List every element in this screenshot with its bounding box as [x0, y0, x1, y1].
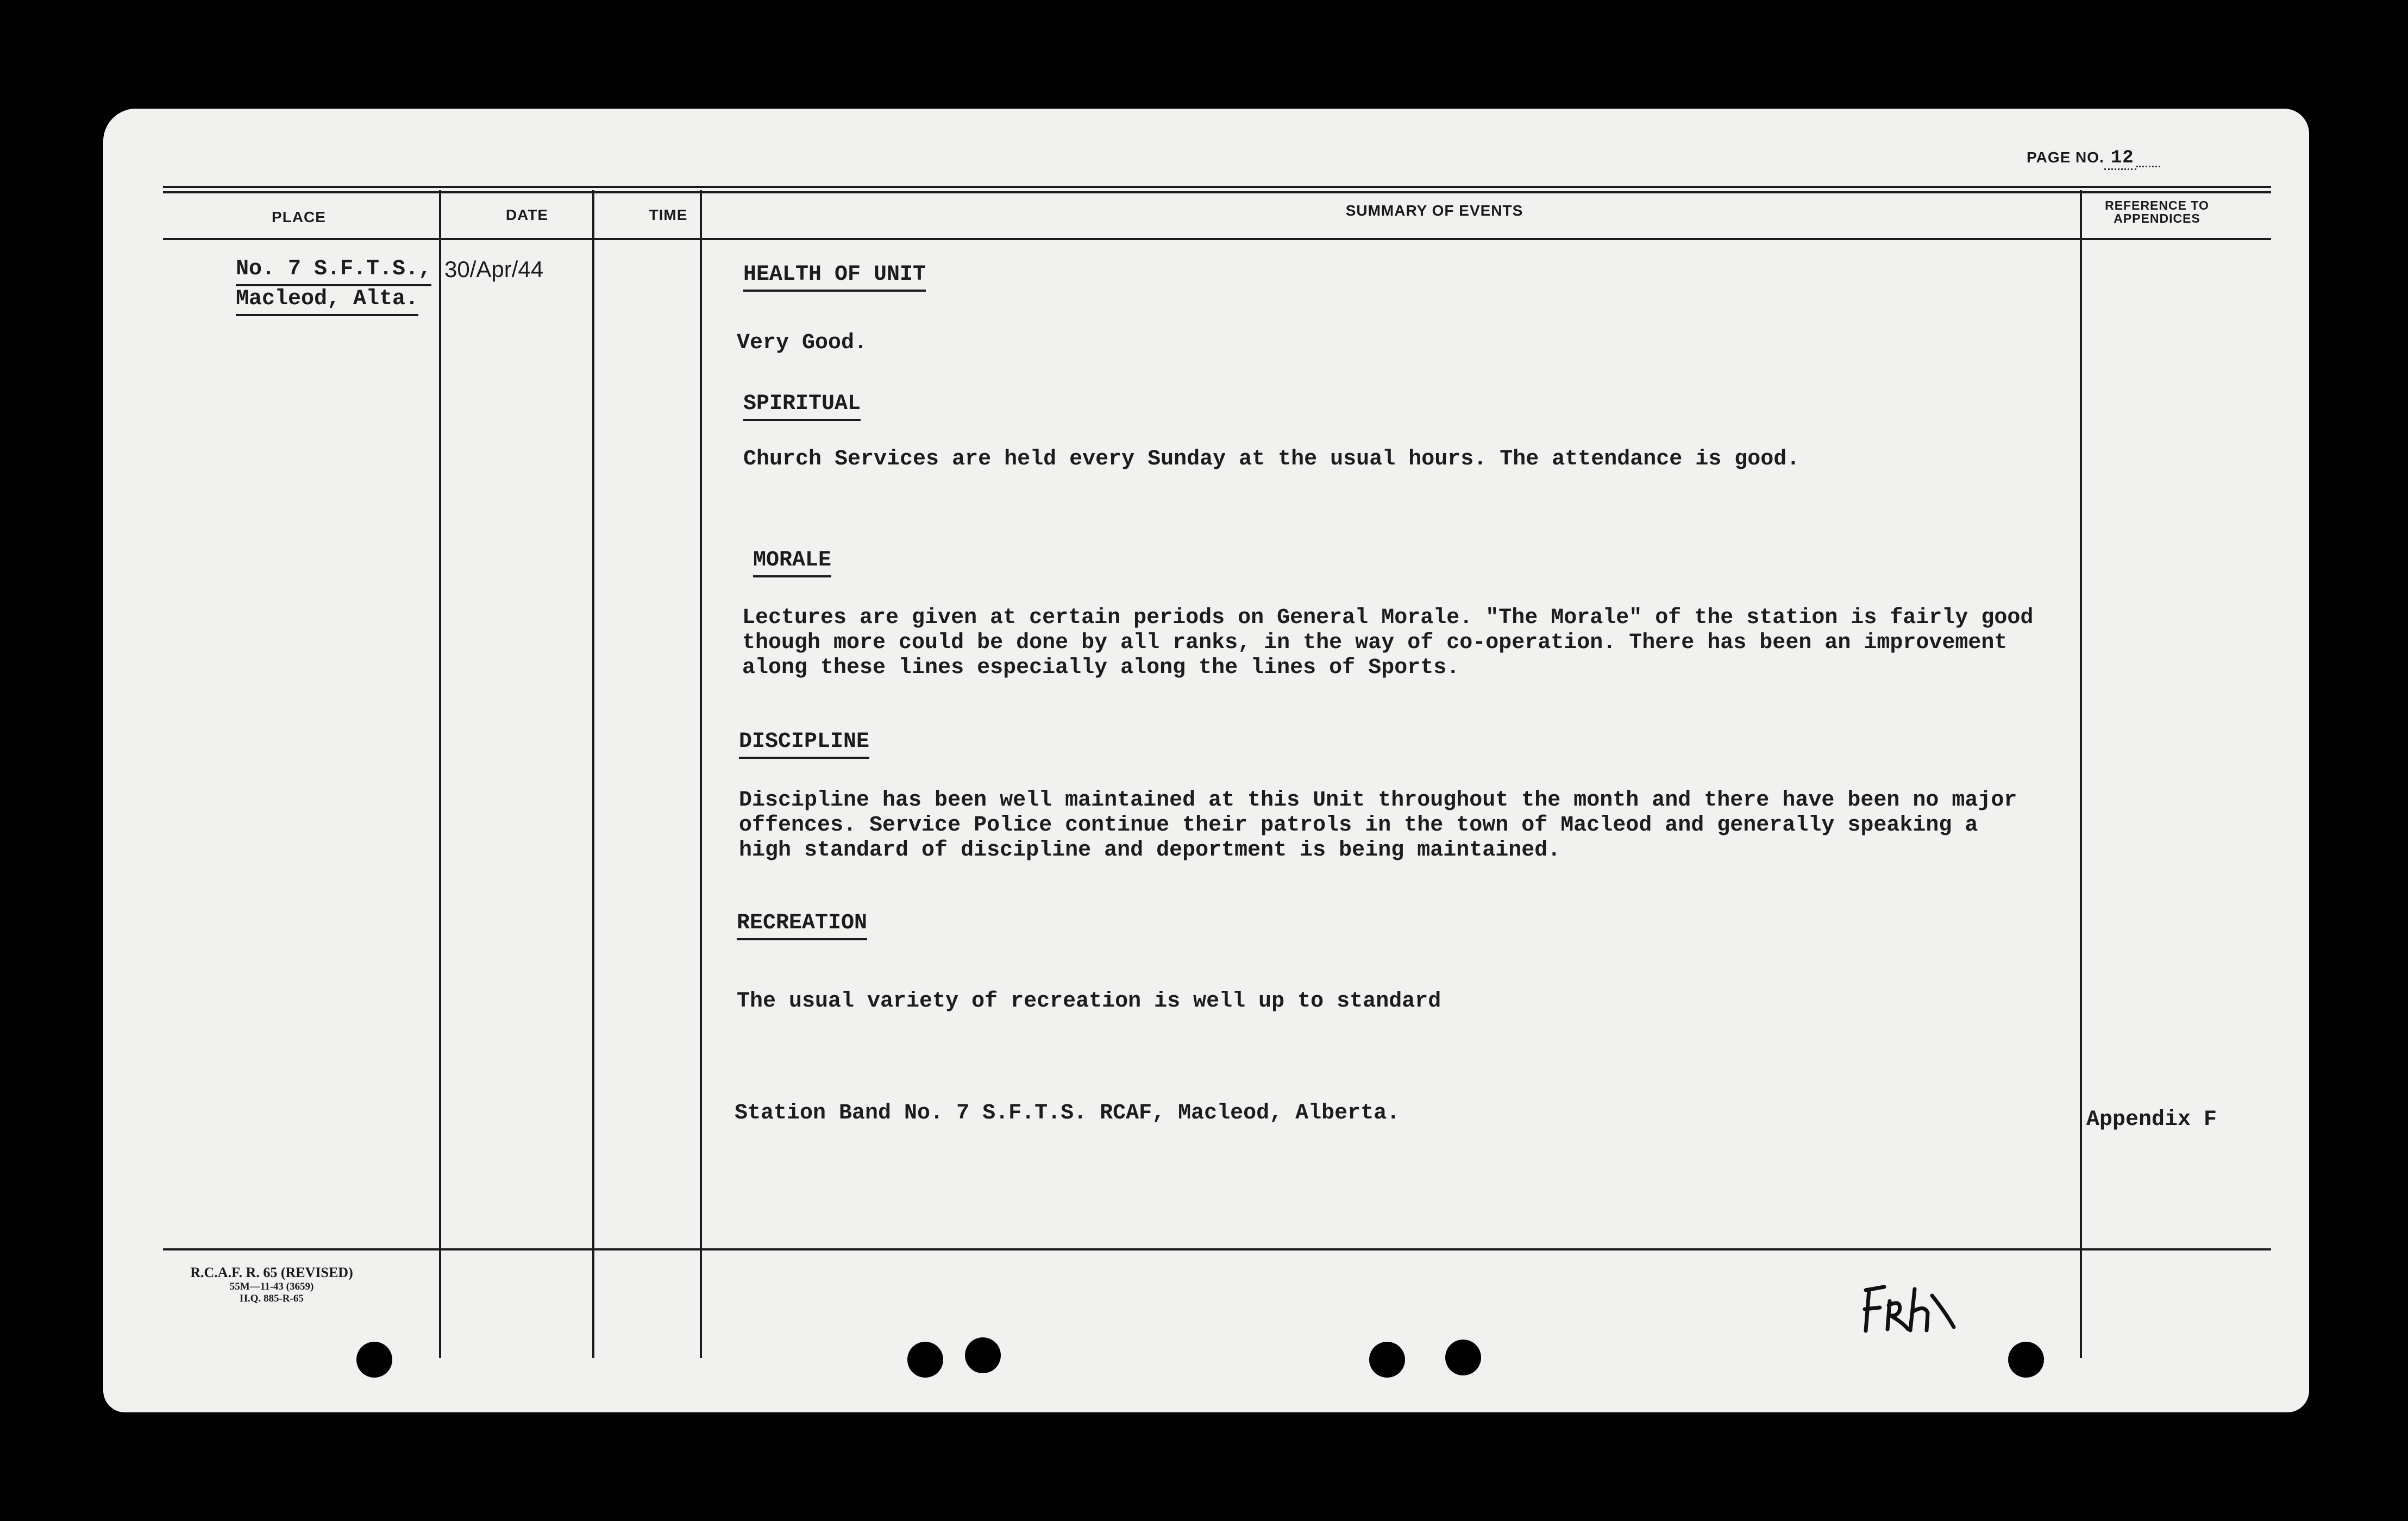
header-reference: REFERENCE TO APPENDICES — [2105, 198, 2209, 225]
morale-line-1: Lectures are given at certain periods on General Morale. "The Morale" of the station is fairly good — [742, 606, 2034, 630]
morale-line-3: along these lines especially along the lines of Sports. — [742, 656, 1460, 680]
binder-hole — [1369, 1342, 1405, 1378]
form-id-line-2: 55M—11-43 (3659) — [229, 1281, 314, 1292]
top-rule-inner — [163, 191, 2271, 193]
binder-hole — [965, 1337, 1001, 1373]
form-identification — [158, 1265, 386, 1305]
page-number — [2027, 148, 2160, 168]
spiritual-text: Church Services are held every Sunday at the usual hours. The attendance is good. — [743, 447, 1800, 472]
war-diary-form — [103, 109, 2309, 1412]
discipline-line-2: offences. Service Police continue their patrols in the town of Macleod and generally speaking a — [739, 813, 1978, 838]
binder-hole — [356, 1342, 392, 1378]
discipline-heading: DISCIPLINE — [739, 729, 869, 759]
spiritual-heading: SPIRITUAL — [743, 391, 861, 421]
recreation-text: The usual variety of recreation is well up to standard — [737, 989, 1441, 1014]
place-entry — [236, 256, 431, 316]
recreation-heading: RECREATION — [737, 910, 867, 940]
binder-hole — [907, 1342, 943, 1378]
top-rule — [163, 186, 2271, 188]
date-entry: 30/Apr/44 — [444, 256, 544, 282]
place-line-1: No. 7 S.F.T.S., — [236, 256, 431, 286]
header-rule — [163, 238, 2271, 240]
morale-heading: MORALE — [753, 548, 831, 577]
page-number-label: PAGE NO. — [2027, 149, 2104, 166]
discipline-line-1: Discipline has been well maintained at this Unit throughout the month and there have been no major — [739, 788, 2017, 813]
form-id-line-1: R.C.A.F. R. 65 (REVISED) — [190, 1265, 353, 1280]
form-id-line-3: H.Q. 885-R-65 — [240, 1293, 304, 1304]
morale-line-2: though more could be done by all ranks, in the way of co-operation. There has been an improvement — [742, 631, 2008, 655]
binder-hole — [1445, 1340, 1481, 1375]
column-divider-time — [700, 190, 702, 1358]
appendix-reference: Appendix F — [2086, 1108, 2217, 1132]
binder-hole — [2008, 1342, 2044, 1378]
station-band-text: Station Band No. 7 S.F.T.S. RCAF, Macleod, Alberta. — [735, 1101, 1400, 1126]
handwritten-initials — [1858, 1279, 1961, 1339]
place-line-2: Macleod, Alta. — [236, 286, 418, 316]
column-divider-summary — [2080, 190, 2082, 1358]
discipline-line-3: high standard of discipline and deportment is being maintained. — [739, 838, 1561, 863]
column-divider-date — [592, 190, 594, 1358]
bottom-rule — [163, 1248, 2271, 1250]
header-time: TIME — [649, 206, 688, 223]
header-date: DATE — [505, 206, 549, 223]
health-heading: HEALTH OF UNIT — [743, 262, 926, 292]
page-number-value: 12 — [2104, 148, 2136, 170]
column-divider-place — [439, 190, 441, 1358]
health-text: Very Good. — [737, 331, 868, 355]
header-place: PLACE — [272, 209, 326, 225]
header-summary: SUMMARY OF EVENTS — [1345, 202, 1523, 219]
